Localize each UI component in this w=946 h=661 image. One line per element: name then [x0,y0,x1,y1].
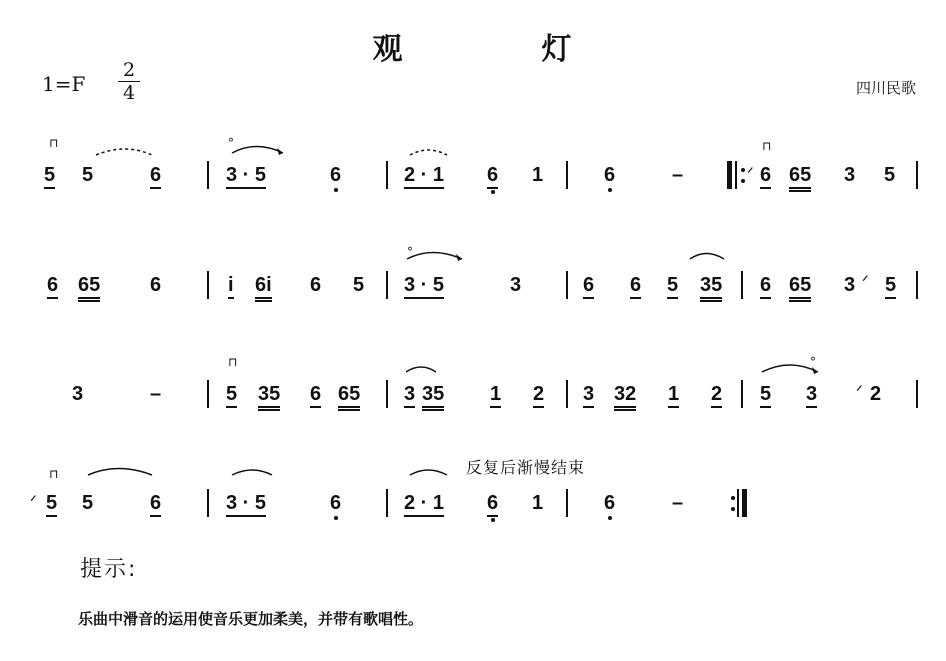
note: 35 [258,383,280,405]
note: 3 [583,383,594,405]
note: 6 [150,492,161,514]
note: 6 [150,274,162,296]
down-bow-mark: ⊓ [762,139,772,153]
circle-mark: ° [228,136,234,150]
note: 35 [422,383,444,405]
barline [386,271,388,299]
barline [386,161,388,189]
barline [741,380,743,408]
note: 3 [510,274,522,296]
repeat-end-thick [742,489,747,517]
dash: – [150,383,162,405]
barline [207,489,209,517]
circle-mark: ° [810,355,816,369]
barline [916,271,918,299]
note: 65 [78,274,100,296]
performance-instruction: 反复后渐慢结束 [466,458,586,477]
note: 6 [487,492,498,514]
note: 2 [533,383,544,405]
note: 6 [487,164,498,186]
note: 6 [630,274,641,296]
note: 5 [226,383,237,405]
note: 5 [82,492,94,514]
barline [916,161,918,189]
note: 6 [604,164,615,186]
note: 6 [47,274,58,296]
note: 6 [310,274,322,296]
title-char-2: 灯 [541,32,574,67]
note: 2 [870,383,882,405]
note: 5 [667,274,678,296]
note: 5 [760,383,771,405]
barline [386,489,388,517]
note: 6i [255,274,272,296]
down-bow-mark: ⊓ [228,355,238,369]
down-bow-mark: ⊓ [49,467,59,481]
tips-text: 乐曲中滑音的运用使音乐更加柔美，并带有歌唱性。 [78,610,424,628]
note: 3 · 5 [404,274,444,296]
repeat-start-thick [727,161,732,189]
note: 1 [668,383,679,405]
breath-mark: ᐟ [856,382,863,401]
circle-mark: ° [407,245,413,259]
note: 1 [532,492,544,514]
note: 1 [532,164,544,186]
note: 3 [72,383,84,405]
dash: – [672,492,684,514]
song-origin: 四川民歌 [855,79,916,97]
note: 5 [44,164,55,186]
title-char-1: 观 [372,32,405,67]
note: 5 [884,164,896,186]
note: 6 [330,492,341,514]
note: 35 [700,274,722,296]
note: 6 [760,274,771,296]
barline [566,489,568,517]
note: 65 [338,383,360,405]
note: 5 [82,164,94,186]
note: 3 [844,164,856,186]
note: 5 [46,492,57,514]
barline [741,271,743,299]
barline [207,271,209,299]
note: 2 · 1 [404,492,444,514]
barline [207,161,209,189]
barline [566,271,568,299]
time-bottom: 4 [122,82,136,104]
note: 6 [583,274,594,296]
note: i [228,274,234,296]
tips-heading: 提示: [80,557,138,582]
dash: – [672,164,684,186]
note: 65 [789,274,811,296]
note: 32 [614,383,636,405]
note: 6 [150,164,161,186]
note: 65 [789,164,811,186]
barline [566,161,568,189]
breath-mark: ᐟ [747,164,754,183]
note: 5 [885,274,896,296]
note: 6 [330,164,341,186]
note: 3 · 5 [226,492,266,514]
time-top: 2 [122,59,136,81]
barline [207,380,209,408]
note: 6 [604,492,615,514]
barline [566,380,568,408]
note: 6 [760,164,771,186]
note: 2 [711,383,722,405]
note: 2 · 1 [404,164,444,186]
breath-mark: ᐟ [30,492,37,511]
note: 6 [310,383,321,405]
barline [386,380,388,408]
down-bow-mark: ⊓ [49,136,59,150]
note: 5 [353,274,365,296]
note: 3 [844,274,856,296]
note: 3 [404,383,415,405]
repeat-end-thin [737,489,739,517]
breath-mark: ᐟ [862,272,869,291]
note: 3 · 5 [226,164,266,186]
note: 1 [490,383,501,405]
barline [916,380,918,408]
key-signature: 1=F [42,72,86,96]
repeat-start-thin [735,161,737,189]
note: 3 [806,383,817,405]
